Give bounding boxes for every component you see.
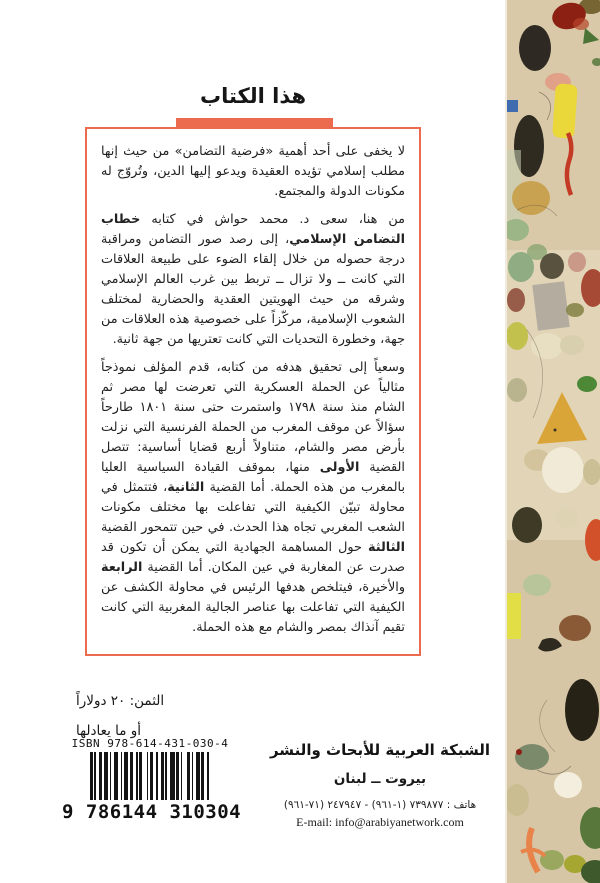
isbn-label: ISBN 978-614-431-030-4 bbox=[71, 737, 229, 750]
publisher-email: E-mail: info@arabiyanetwork.com bbox=[296, 815, 464, 829]
isbn-digits: 9 786144 310304 bbox=[62, 801, 242, 823]
barcode-icon bbox=[62, 752, 238, 800]
abstract-painting bbox=[507, 0, 600, 883]
price-line-2: أو ما يعادلها bbox=[76, 723, 142, 739]
publisher-block bbox=[256, 741, 504, 830]
isbn-barcode-block bbox=[62, 737, 242, 823]
description-paragraph-1: لا يخفى على أحد أهمية «فرضية التضامن» من حيث إنها مطلب إسلامي تؤيده العقيدة ويدعو إليها الدين، وتُروّج له مكونات الدولة والمجتمع. bbox=[101, 144, 405, 199]
description-box bbox=[85, 127, 421, 656]
description-paragraph-2: من هنا، سعى د. محمد حواش في كتابه خطاب التضامن الإسلامي، إلى رصد صور التضامن ومراقبة درجة حصوله من خلال إلقاء الضوء على طبيعة العلاقات التي كانت ــ ولا تزال ــ تربط بين غرب العالم الإسلامي وشرقه من حيث الهويتين العقدية والحضارية لمختلف الشعوب الإسلامية، مركّزاً على خصوصية هذه العلاقات من جهة، وخطورة التحديات التي كانت تعتريها من جهة ثانية. bbox=[101, 212, 405, 347]
description-paragraph-3: وسعياً إلى تحقيق هدفه من كتابه، قدم المؤلف نموذجاً مثالياً عن الحملة العسكرية التي تعرضت لها مصر ثم الشام منذ سنة ١٧٩٨ واستمرت حتى سنة ١٨٠١ طارحاً سؤالاً عن موقف المغرب من الحملة الفرنسية التي نزلت بأرض مصر والشام، متناولاً أربع قضايا أساسية: تتصل القضية الأولى منها، بموقف القيادة السياسية العليا بالمغرب من هذه الحملة. أما القضية الثانية، فتتمثل في محاولة تبيّن الكيفية التي تفاعلت بها مختلف مكونات الشعب المغربي تجاه هذا الحدث. في حين تتمحور القضية الثالثة حول المساهمة الجهادية التي يمكن أن تكون قد صدرت عن المغاربة في عين المكان. أما القضية الرابعة والأخيرة، فيتلخص هدفها الرئيس في محاولة الكشف عن الكيفية التي تفاعلت بها عناصر الجالية المغربية التي كانت تقيم آنذاك بمصر والشام مع هذه الحملة. bbox=[101, 360, 406, 635]
publisher-name: الشبكة العربية للأبحاث والنشر bbox=[269, 741, 491, 759]
price-line-1: الثمن: ٢٠ دولاراً bbox=[76, 693, 165, 709]
publisher-phone: هاتف : ٧٣٩٨٧٧ (١-٩٦١) - ٢٤٧٩٤٧ (٧١-٩٦١) bbox=[283, 799, 477, 811]
cover-art bbox=[505, 0, 600, 883]
book-title-inline: خطاب التضامن الإسلامي bbox=[101, 212, 405, 247]
publisher-location: بيروت ــ لبنان bbox=[333, 771, 427, 787]
section-title: هذا الكتاب bbox=[199, 84, 307, 108]
accent-tab bbox=[176, 118, 333, 129]
